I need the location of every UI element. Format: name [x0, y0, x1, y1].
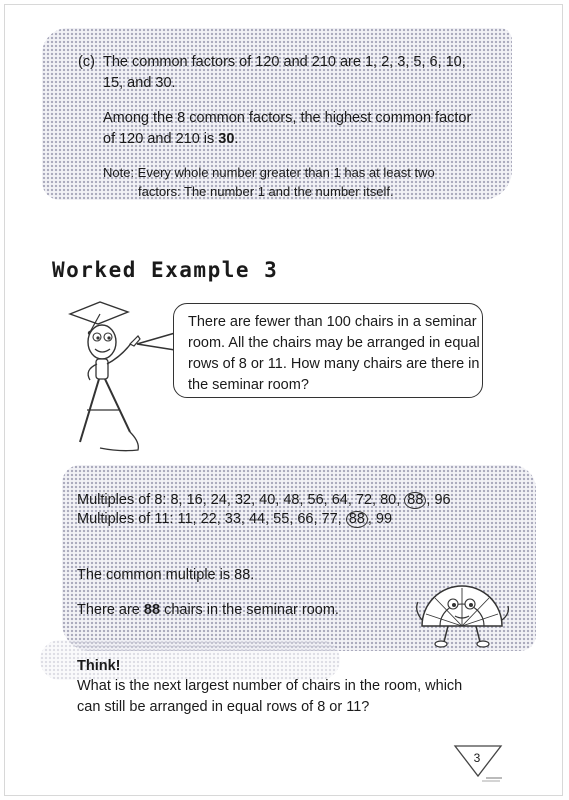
- note-text: Note: Every whole number greater than 1 has at least two: [103, 165, 435, 180]
- multiples-of-8-end: , 96: [426, 492, 451, 508]
- problem-text: There are fewer than 100 chairs in a seminar room. All the chairs may be arranged in equal rows of 8 or 11. How many chairs are there in the seminar room?: [188, 314, 480, 393]
- answer-post: chairs in the seminar room.: [160, 602, 339, 618]
- multiples-of-11-list: Multiples of 11: 11, 22, 33, 44, 55, 66, 77,: [77, 511, 346, 527]
- answer-text: [77, 600, 339, 621]
- multiples-of-8-text: [77, 490, 451, 511]
- hcf-text-pre: Among the 8 common factors, the highest common factor of 120 and 210 is: [103, 110, 472, 147]
- page-number: 3: [473, 751, 481, 765]
- hcf-value: 30: [218, 131, 235, 147]
- protractor-mascot-icon: [410, 576, 514, 654]
- multiples-of-11-end: , 99: [367, 511, 393, 527]
- worked-example-heading: Worked Example 3: [52, 258, 279, 282]
- note-text-continued: factors: The number 1 and the number itself.: [138, 184, 394, 199]
- answer-pre: There are: [77, 602, 144, 618]
- common-multiple-text: The common multiple is 88.: [77, 567, 255, 583]
- multiples-of-11-text: [77, 509, 392, 530]
- think-question: What is the next largest number of chairs in the room, which can still be arranged in equal rows of 8 or 11?: [77, 678, 463, 715]
- think-title: Think!: [77, 658, 121, 674]
- circled-88: 88: [346, 511, 368, 528]
- compass-mascot-icon: [60, 292, 170, 452]
- part-c-label: (c): [78, 54, 95, 70]
- answer-value: 88: [143, 602, 161, 618]
- hcf-text: [103, 108, 483, 150]
- hcf-text-post: .: [234, 131, 239, 147]
- speech-bubble-tail: [135, 330, 177, 354]
- common-factors-text: The common factors of 120 and 210 are 1, 2, 3, 5, 6, 10, 15, and 30.: [103, 54, 466, 91]
- circled-88: 88: [404, 492, 426, 509]
- speech-bubble: [173, 303, 483, 398]
- multiples-of-8-list: Multiples of 8: 8, 16, 24, 32, 40, 48, 56, 64, 72, 80,: [77, 492, 405, 508]
